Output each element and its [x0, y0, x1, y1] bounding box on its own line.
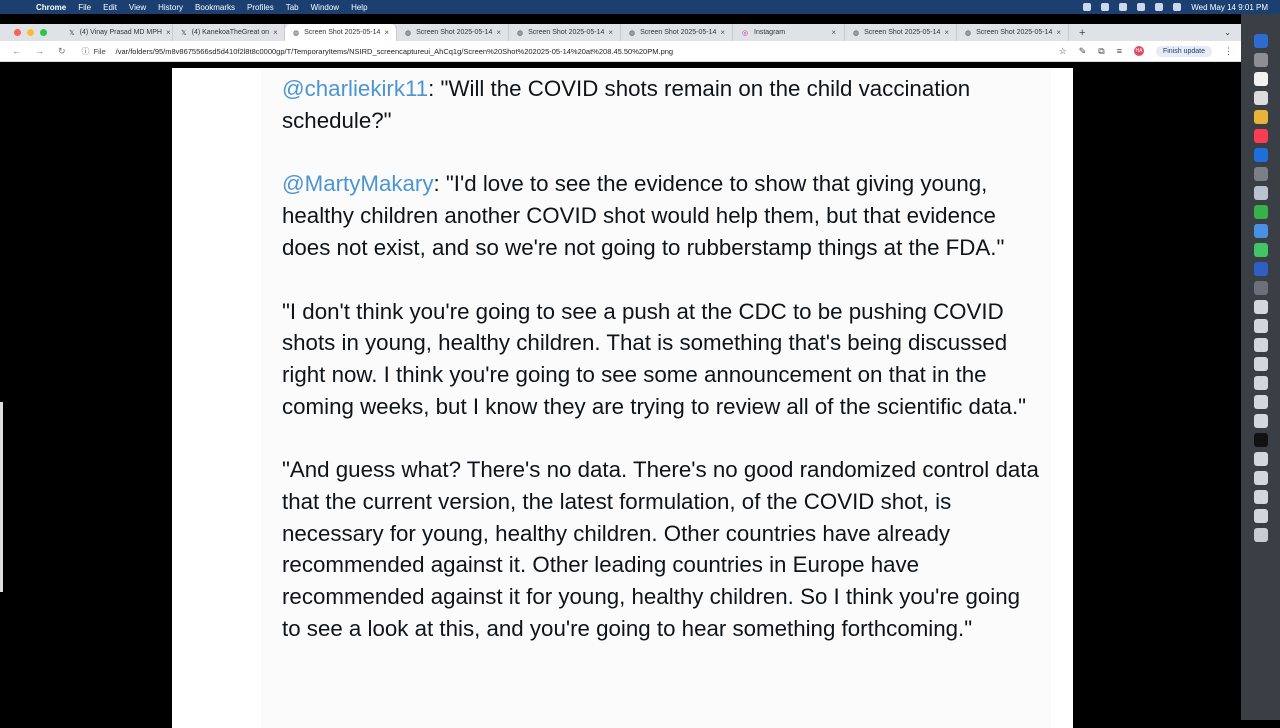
menu-bookmarks[interactable]: Bookmarks: [195, 2, 236, 12]
window-thumbnail-icon[interactable]: [1254, 414, 1268, 428]
app-icon[interactable]: [1254, 205, 1268, 219]
extensions-icon[interactable]: ⧉: [1098, 45, 1105, 56]
window-thumbnail-icon[interactable]: [1254, 300, 1268, 314]
mention-charliekirk[interactable]: @charliekirk11: [282, 76, 429, 101]
cloud-icon[interactable]: [1083, 3, 1091, 11]
app-icon[interactable]: [1254, 224, 1268, 238]
window-thumbnail-icon[interactable]: [1254, 357, 1268, 371]
page-viewport: [0, 62, 1241, 720]
menu-view[interactable]: View: [128, 2, 147, 12]
window-thumbnail-icon[interactable]: [1254, 452, 1268, 466]
url-text[interactable]: /var/folders/95/m8v8675566sd5d410f2l8t8c0000gp/T/TemporaryItems/NSIRD_screencaptureui_AhCq1g/Screen%20Shot%202025-05-14%20at%208.45.50%20PM.png: [115, 46, 674, 56]
window-thumbnail-icon[interactable]: [1254, 319, 1268, 333]
post-paragraph-3: "I don't think you're going to see a push at the CDC to be pushing COVID shots in young, healthy children. That is something that's being discussed right now. I think you're going to see some announcement on that in the coming weeks, but I know they are trying to review all of the scientific data.": [282, 298, 1027, 419]
close-tab-icon[interactable]: ×: [165, 28, 171, 37]
tab-kanekoa[interactable]: [173, 24, 285, 41]
tab-screenshot[interactable]: [957, 24, 1069, 41]
tab-title: Screen Shot 2025-05-14: [864, 29, 941, 36]
menu-tab[interactable]: Tab: [285, 2, 299, 12]
window-thumbnail-icon[interactable]: [1254, 509, 1268, 523]
close-tab-icon[interactable]: ×: [720, 28, 726, 37]
reload-icon[interactable]: ↻: [58, 45, 66, 56]
close-window-button[interactable]: [14, 29, 21, 36]
menu-help[interactable]: Help: [351, 2, 368, 12]
window-thumbnail-icon[interactable]: [1254, 376, 1268, 390]
app-icon[interactable]: [1254, 262, 1268, 276]
instagram-icon: ◎: [741, 29, 749, 37]
tab-title: (4) KanekoaTheGreat on: [191, 29, 270, 36]
new-tab-button[interactable]: +: [1079, 26, 1086, 39]
clock[interactable]: Wed May 14 9:01 PM: [1191, 2, 1268, 12]
info-icon[interactable]: ⓘ: [81, 46, 90, 56]
window-thumbnail-icon[interactable]: [1254, 490, 1268, 504]
close-tab-icon[interactable]: ×: [1056, 28, 1062, 37]
post-paragraph-4: "And guess what? There's no data. There's no good randomized control data that the current version, the latest formulation, of the COVID shot, is necessary for young, healthy children. Other countries have already recommended against it. Other leading countries in Europe have recommended against it for young, healthy children. So I think you're going to see a look at this, and you're going to hear something forthcoming.": [282, 457, 1039, 641]
menu-history[interactable]: History: [158, 2, 184, 12]
globe-icon: ◍: [517, 29, 524, 37]
help-icon[interactable]: [1254, 167, 1268, 181]
post-paragraph-1: [282, 73, 1042, 136]
tab-title: (4) Vinay Prasad MD MPH: [79, 29, 162, 36]
window-controls: [14, 29, 47, 36]
tab-title: Screen Shot 2025-05-14: [640, 29, 717, 36]
help-icon[interactable]: [1254, 281, 1268, 295]
minimize-window-button[interactable]: [27, 29, 34, 36]
globe-icon: ◍: [629, 29, 636, 37]
tab-vinay-prasad[interactable]: [61, 24, 173, 41]
tab-instagram[interactable]: [733, 24, 845, 41]
finish-update-button[interactable]: Finish update: [1156, 46, 1212, 57]
address-bar-row: [0, 41, 1241, 62]
globe-icon: ◍: [293, 29, 300, 37]
window-thumbnail-icon[interactable]: [1254, 471, 1268, 485]
reading-list-icon[interactable]: ≡: [1116, 46, 1122, 56]
toolbar-actions: [1059, 46, 1233, 57]
close-tab-icon[interactable]: ×: [384, 28, 390, 37]
menu-profiles[interactable]: Profiles: [247, 2, 274, 12]
menu-edit[interactable]: Edit: [103, 2, 117, 12]
nav-buttons: [12, 46, 66, 57]
app-icon[interactable]: [1254, 243, 1268, 257]
menu-file[interactable]: File: [78, 2, 92, 12]
pen-icon[interactable]: ✎: [1078, 45, 1087, 56]
bookmark-star-icon[interactable]: ☆: [1058, 45, 1067, 56]
calendar-icon[interactable]: [1254, 72, 1268, 86]
tab-strip: [0, 24, 1241, 41]
battery-icon[interactable]: [1101, 3, 1109, 11]
zoom-window-button[interactable]: [40, 29, 47, 36]
finder-icon[interactable]: [1254, 34, 1268, 48]
trash-icon[interactable]: [1254, 528, 1268, 542]
volume-icon[interactable]: [1119, 3, 1127, 11]
mention-martymakary[interactable]: @MartyMakary: [282, 171, 434, 197]
right-dock: [1241, 14, 1280, 720]
left-window-edge: [0, 402, 3, 592]
window-thumbnail-icon[interactable]: [1254, 395, 1268, 409]
close-tab-icon[interactable]: ×: [496, 28, 502, 37]
x-logo-icon: 𝕏: [181, 29, 187, 37]
close-tab-icon[interactable]: ×: [273, 28, 278, 37]
status-area: [1083, 3, 1268, 12]
x-logo-icon: 𝕏: [69, 29, 75, 37]
close-tab-icon[interactable]: ×: [944, 28, 950, 37]
globe-icon: ◍: [853, 29, 860, 37]
menu-window[interactable]: Window: [310, 2, 340, 12]
paragraph-text: : "I'd love to see the evidence to show that giving young, healthy children another COVID shot would help them, but that evidence does not exist, and so we're not going to rubberstamp things at the FDA.": [282, 171, 1005, 260]
notes-icon[interactable]: [1254, 91, 1268, 105]
control-center-icon[interactable]: [1173, 3, 1181, 11]
window-thumbnail-icon[interactable]: [1254, 338, 1268, 352]
post-paragraph-2: [282, 168, 1042, 263]
globe-icon: ◍: [965, 29, 972, 37]
close-tab-icon[interactable]: ×: [608, 28, 614, 37]
back-icon[interactable]: ←: [12, 45, 21, 56]
forward-icon[interactable]: →: [35, 45, 44, 56]
finder-window-icon[interactable]: [1254, 186, 1268, 200]
browser-window: [0, 14, 1241, 720]
screenshot-image: [172, 68, 1073, 728]
tab-screenshot-active[interactable]: [285, 24, 397, 41]
wifi-icon[interactable]: [1137, 3, 1145, 11]
tab-screenshot[interactable]: [621, 24, 733, 41]
kebab-menu-icon[interactable]: ⋮: [1224, 45, 1233, 56]
tab-search-icon[interactable]: ⌄: [1224, 28, 1231, 37]
music-icon[interactable]: [1254, 129, 1268, 143]
tab-screenshot[interactable]: [509, 24, 621, 41]
tab-title: Screen Shot 2025-05-14: [976, 29, 1053, 36]
tab-screenshot[interactable]: [397, 24, 509, 41]
tab-title: Screen Shot 2025-05-14: [528, 29, 605, 36]
omnibox[interactable]: [82, 46, 1059, 57]
globe-icon: ◍: [405, 29, 412, 37]
tab-screenshot[interactable]: [845, 24, 957, 41]
word-icon[interactable]: [1254, 148, 1268, 162]
post-text: [282, 73, 1042, 677]
macos-menubar: [0, 0, 1280, 14]
close-tab-icon[interactable]: ×: [831, 28, 836, 37]
tab-title: Screen Shot 2025-05-14: [416, 29, 493, 36]
chrome-icon[interactable]: [1254, 110, 1268, 124]
settings-icon[interactable]: [1254, 53, 1268, 67]
tab-title: Screen Shot 2025-05-14: [304, 29, 381, 36]
menu-app-name[interactable]: Chrome: [36, 2, 67, 12]
url-scheme: File: [93, 46, 106, 56]
tab-title: Instagram: [754, 29, 786, 36]
window-thumbnail-icon[interactable]: [1254, 433, 1268, 447]
profile-avatar[interactable]: HA: [1135, 48, 1143, 54]
search-icon[interactable]: [1155, 3, 1163, 11]
paragraph-text: : "Will the COVID shots remain on the child vaccination schedule?": [282, 76, 971, 133]
